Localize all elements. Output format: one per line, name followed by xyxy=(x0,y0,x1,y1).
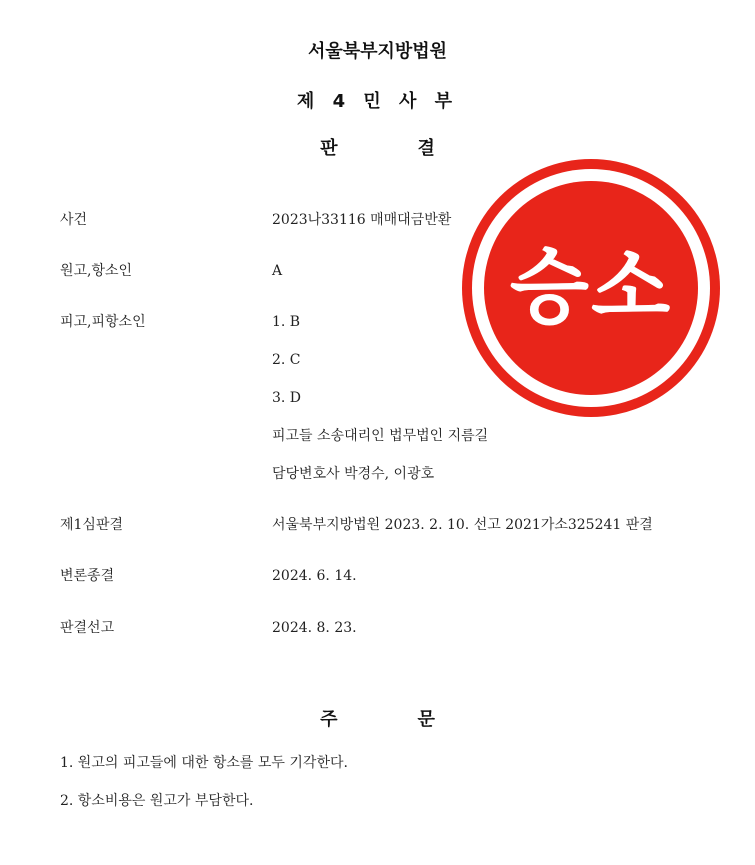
defendant-label: 피고,피항소인 xyxy=(60,314,146,330)
first-instance-label: 제1심판결 xyxy=(60,517,124,533)
defendant-value-3: 3. D xyxy=(272,390,302,406)
case-label: 사건 xyxy=(60,212,88,228)
case-value: 2023나33116 매매대금반환 xyxy=(272,212,452,228)
order-item-2: 2. 항소비용은 원고가 부담한다. xyxy=(60,793,254,809)
first-instance-value: 서울북부지방법원 2023. 2. 10. 선고 2021가소325241 판결 xyxy=(272,517,653,533)
order-item-1: 1. 원고의 피고들에 대한 항소를 모두 기각한다. xyxy=(60,755,348,771)
stamp-text: 승소 xyxy=(509,240,673,335)
division-name: 제 4 민 사 부 xyxy=(296,91,459,112)
judgment-date-value: 2024. 8. 23. xyxy=(272,620,357,636)
stamp-core xyxy=(484,181,698,395)
court-name: 서울북부지방법원 xyxy=(307,41,448,62)
order-heading-char-1: 주 xyxy=(320,709,338,730)
plaintiff-value: A xyxy=(272,263,283,279)
defendant-counsel: 피고들 소송대리인 법무법인 지름길 xyxy=(272,428,489,444)
closing-value: 2024. 6. 14. xyxy=(272,568,357,584)
judgment-date-label: 판결선고 xyxy=(60,620,115,636)
plaintiff-label: 원고,항소인 xyxy=(60,263,133,279)
order-heading xyxy=(0,705,755,731)
title-char-1: 판 xyxy=(320,138,338,159)
title-char-2: 결 xyxy=(417,138,435,159)
defendant-value-2: 2. C xyxy=(272,352,301,368)
win-stamp xyxy=(462,159,720,417)
closing-label: 변론종결 xyxy=(60,568,115,584)
document-title xyxy=(0,134,755,160)
order-heading-char-2: 문 xyxy=(417,709,435,730)
defendant-value-1: 1. B xyxy=(272,314,301,330)
defendant-attorneys: 담당변호사 박경수, 이광호 xyxy=(272,466,435,482)
